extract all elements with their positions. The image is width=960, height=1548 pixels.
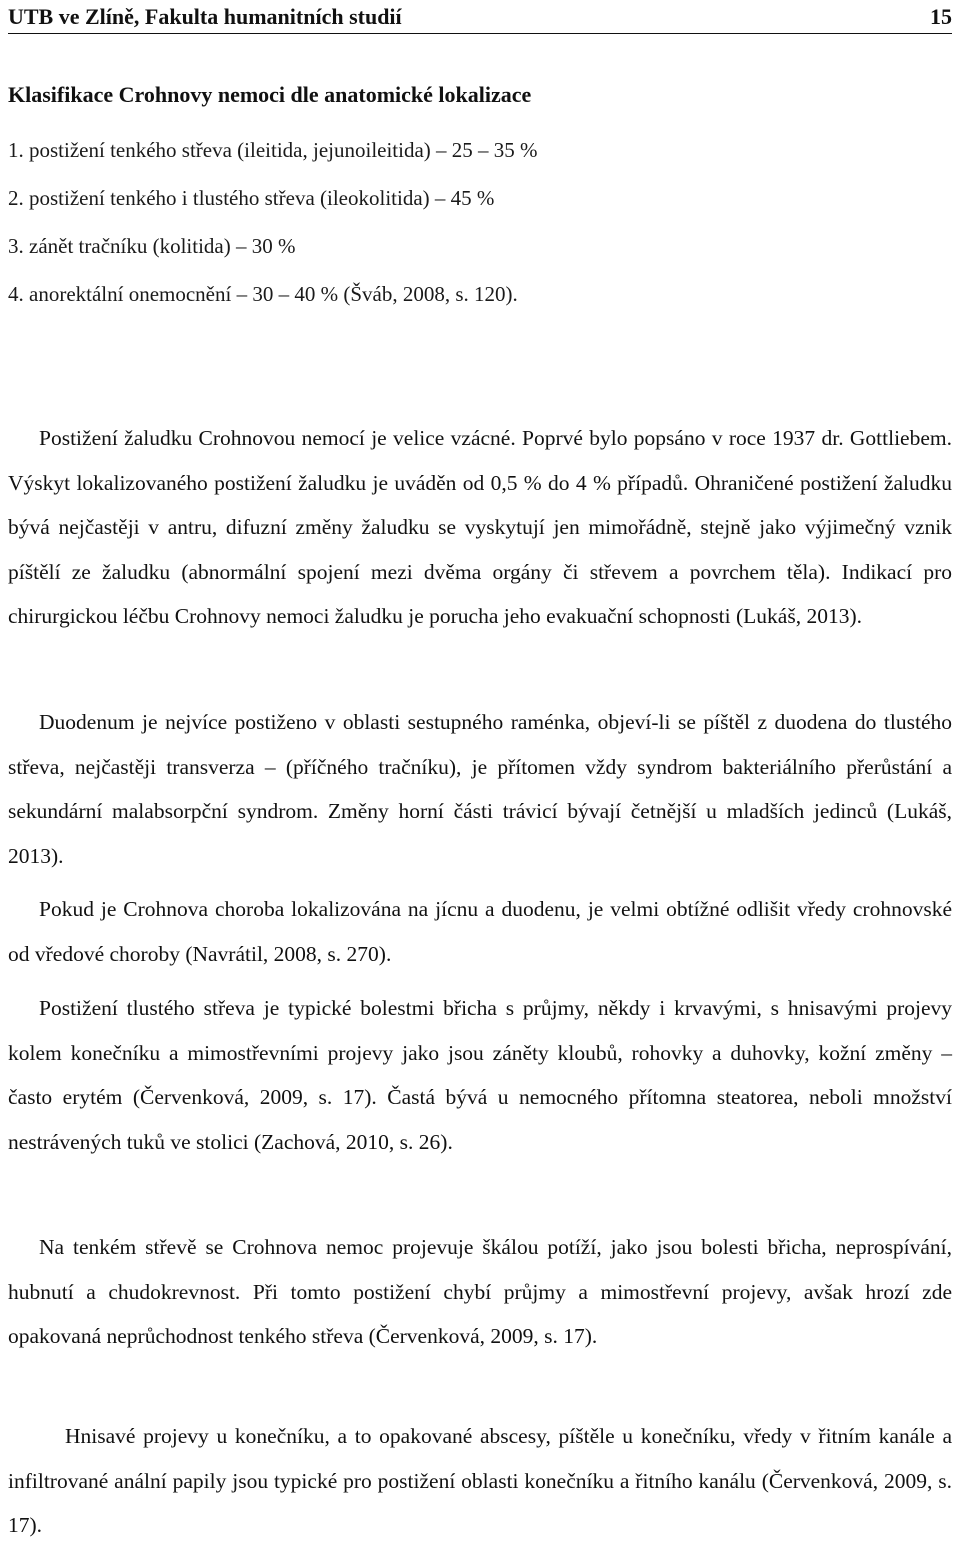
paragraph-small-intestine: Na tenkém střevě se Crohnova nemoc projevuje škálou potíží, jako jsou bolesti břicha, neprospívání, hubnutí a chudokrevnost. Při tomto postižení chybí průjmy a mimostřevní projevy, avšak hrozí zde opakovaná neprůchodnost tenkého střeva (Červenková, 2009, s. 17).: [8, 1235, 952, 1348]
page-header: [8, 0, 952, 30]
paragraph-stomach: Postižení žaludku Crohnovou nemocí je velice vzácné. Poprvé bylo popsáno v roce 1937 dr. Gottliebem. Výskyt lokalizovaného postižení žaludku je uváděn od 0,5 % do 4 % případů. Ohraničené postižení žaludku bývá nejčastěji v antru, difuzní změny žaludku se vyskytují jen mimořádně, stejně jako výjimečný vznik píštělí ze žaludku (abnormální spojení mezi dvěma orgány či střevem a povrchem těla). Indikací pro chirurgickou léčbu Crohnovy nemoci žaludku je porucha jeho evakuační schopnosti (Lukáš, 2013).: [8, 426, 952, 628]
paragraph-esophagus: Pokud je Crohnova choroba lokalizována na jícnu a duodenu, je velmi obtížné odlišit vředy crohnovské od vředové choroby (Navrátil, 2008, s. 270).: [8, 897, 952, 966]
header-institution: UTB ve Zlíně, Fakulta humanitních studií: [8, 4, 402, 29]
list-item: 1. postižení tenkého střeva (ileitida, jejunoileitida) – 25 – 35 %: [8, 138, 538, 162]
section-title: Klasifikace Crohnovy nemoci dle anatomické lokalizace: [8, 82, 532, 107]
list-item: 3. zánět tračníku (kolitida) – 30 %: [8, 234, 296, 258]
paragraph-duodenum: Duodenum je nejvíce postiženo v oblasti sestupného raménka, objeví-li se píštěl z duodena do tlustého střeva, nejčastěji transverza – (příčného tračníku), je přítomen vždy syndrom bakteriálního přerůstání a sekundární malabsorpční syndrom. Změny horní části trávicí bývají četnější u mladších jedinců (Lukáš, 2013).: [8, 710, 952, 868]
list-item: 2. postižení tenkého i tlustého střeva (ileokolitida) – 45 %: [8, 186, 495, 210]
list-item: 4. anorektální onemocnění – 30 – 40 % (Šváb, 2008, s. 120).: [8, 282, 518, 306]
paragraph-colon: Postižení tlustého střeva je typické bolestmi břicha s průjmy, někdy i krvavými, s hnisavými projevy kolem konečníku a mimostřevními projevy jako jsou záněty kloubů, rohovky a duhovky, kožní změny – často erytém (Červenková, 2009, s. 17). Častá bývá u nemocného přítomna steatorea, neboli množství nestrávených tuků ve stolici (Zachová, 2010, s. 26).: [8, 996, 952, 1154]
page-number: 15: [930, 4, 952, 29]
header-divider: [8, 33, 952, 34]
paragraph-anal: Hnisavé projevy u konečníku, a to opakované abscesy, píštěle u konečníku, vředy v řitním kanále a infiltrované anální papily jsou typické pro postižení oblasti konečníku a řitního kanálu (Červenková, 2009, s. 17).: [8, 1424, 952, 1537]
classification-list: [8, 136, 538, 328]
